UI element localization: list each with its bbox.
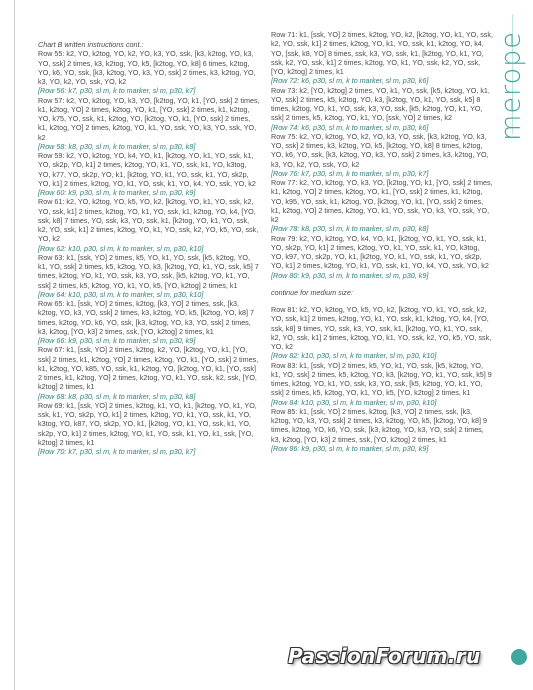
- wrong-side-row-note: [Row 60: k9, p30, sl m, k to marker, sl m, p30, k9]: [38, 188, 196, 197]
- page-marker-dot: [511, 649, 527, 665]
- section-heading: Chart B written instructions cont.:: [38, 40, 144, 49]
- wrong-side-row-note: [Row 78: k8, p30, sl m, k to marker, sl m, p30, k8]: [271, 224, 429, 234]
- row-instruction: Row 65: k1, [ssk, YO] 2 times, k2tog, [k3, YO] 2 times, ssk, [k3, k2tog, YO, k3, YO, ssk] 2 times, k3, k2tog, YO, k5, [k2tog, YO, k8] 7 times, k2tog, YO, k6, YO, ssk, [k3, k2tog, YO, k3, YO, ssk] 2 times, k3, k2tog, [YO, k3] 2 times, ssk, [YO, k2tog] 2 times, k1: [38, 299, 254, 336]
- spacer: [271, 280, 493, 288]
- row-instruction: Row 57: k2, YO, k2tog, YO, k3, YO, [k2tog, YO, k1, [YO, ssk] 2 times, k1, k2tog, YO] 2 times, k2tog, YO, k1, [YO, ssk] 2 times, k1, k2tog, YO, k75, YO, ssk, k1, k2tog, YO, [k2tog, YO, k1, [YO, ssk] 2 times, k1, k2tog, YO] 2 times, k2tog, YO, k1, YO, ssk, YO, k3, YO, ssk, YO, k2: [38, 95, 260, 142]
- watermark-text: PassionForum.ru: [288, 644, 481, 668]
- wrong-side-row-note: [Row 58: k8, p30, sl m, k to marker, sl m, p30, k8]: [38, 141, 196, 151]
- pattern-title-text: merope: [495, 31, 527, 141]
- row-instruction: Row 55: k2, YO, k2tog, YO, k2, YO, k3, YO, ssk, [k3, k2tog, YO, k3, YO, ssk] 2 times, k3, k2tog, YO, k5, [k2tog, YO, k8] 6 times, k2tog, YO, k6, YO, ssk, [k3, k2tog, YO, k3, YO, ssk] 2 times, k3, k2tog, YO, k3, YO, k2, YO, ssk, YO, k2: [38, 49, 256, 86]
- page-left-border: [14, 0, 15, 690]
- row-instruction: Row 67: k1, [ssk, YO] 2 times, k2tog, k2, YO, [k2tog, YO, k1, [YO, ssk] 2 times, k1, k2tog, YO] 2 times, k2tog, YO, k1, [YO, ssk] 2 times, k1, k2tog, YO, k85, YO, ssk, k1, k2tog, YO, [k2tog, YO, k1, [YO, ssk] 2 times, k1, k2tog, YO] 2 times, k2tog, YO, k1, YO, ssk, k2, ssk, [YO, k2tog] 2 times, k1: [38, 345, 259, 392]
- size-subheading: continue for medium size:: [271, 287, 353, 297]
- watermark: [288, 644, 504, 680]
- wrong-side-row-note: [Row 70: k7, p30, sl m, k to marker, sl m, p30, k7]: [38, 447, 196, 456]
- wrong-side-row-note: [Row 74: k6, p30, sl m, k to marker, sl m, p30, k6]: [271, 122, 429, 132]
- row-instruction: Row 77: k2, YO, k2tog, YO, k3, YO, [k2tog, YO, k1, [YO, ssk] 2 times, k1, k2tog, YO] 2 times, k2tog, YO, k1, [YO, ssk] 2 times, k1, k2tog, YO, k95, YO, ssk, k1, k2tog, YO, [k2tog, YO, k1, [YO, ssk] 2 times, k1, k2tog, YO] 2 times, k2tog, YO, k1, YO, ssk, YO, k3, YO, ssk, YO, k2: [271, 178, 493, 224]
- wrong-side-row-note: [Row 82: k10, p30, sl m, k to marker, sl m, p30, k10]: [271, 351, 437, 361]
- pattern-title: [493, 31, 529, 141]
- wrong-side-row-note: [Row 56: k7, p30, sl m, k to marker, sl m, p30, k7]: [38, 86, 196, 96]
- row-instruction: Row 59: k2, YO, k2tog, YO, k4, YO, k1, [k2tog, YO, k1, YO, ssk, k1, YO, sk2p, YO, k1] 2 times, k2tog, YO, k1, YO, ssk, k1, YO, k3tog, YO, k77, YO, sk2p, YO, k1, [k2tog, YO, k1, YO, ssk, k1, YO, sk2p, YO, k1] 2 times, k2tog, YO, k1, YO, ssk, k1, YO, k4, YO, ssk, YO, k2: [38, 151, 256, 188]
- row-instruction: Row 73: k2, [YO, k2tog] 2 times, YO, k1, YO, ssk, [k5, k2tog, YO, k1, YO, ssk] 2 times, k5, k2tog, YO, k3, [k2tog, YO, k1, YO, ssk, k5] 8 times, k2tog, YO, k1, YO, ssk, k3, YO, ssk, [k5, k2tog, YO, k1, YO, ssk] 2 times, k5, k2tog, YO, k1, YO, [ssk, YO] 2 times, k2: [271, 85, 490, 123]
- row-instruction: Row 81: k2, YO, k2tog, YO, k5, YO, k2, [k2tog, YO, k1, YO, ssk, k2, YO, ssk, k1] 2 times, k2tog, YO, k1, YO, ssk, k1, k2tog, YO, k4, [YO, ssk, k8] 9 times, YO, ssk, k3, YO, ssk, k1, [k2tog, YO, k1, YO, ssk, k2, YO, ssk, k1] 2 times, k2tog, YO, k1, YO, ssk, k2, YO, k5, YO, ssk, YO, k2: [271, 305, 492, 351]
- wrong-side-row-note: [Row 64: k10, p30, sl m, k to marker, sl m, p30, k10]: [38, 289, 204, 299]
- spacer: [271, 297, 493, 305]
- left-instructions: [38, 49, 260, 456]
- row-instruction: Row 63: k1, [ssk, YO] 2 times, k5, YO, k1, YO, ssk, [k5, k2tog, YO, k1, YO, ssk] 2 times, k5, k2tog, YO, k3, [k2tog, YO, k1, YO, ssk, k5] 7 times, k2tog, YO, k1, YO, ssk, k3, YO, ssk, [k5, k2tog, YO, k1, YO, ssk] 2 times, k5, k2tog, YO, k1, YO, k5, [YO, k2tog] 2 times, k1: [38, 252, 259, 290]
- row-instruction: Row 69: k1, [ssk, YO] 2 times, k2tog, k1, YO, k1, [k2tog, YO, k1, YO, ssk, k1, YO, sk2p, YO, k1] 2 times, k2tog, YO, k1, YO, ssk, k1, YO, k3tog, YO, k87, YO, sk2p, YO, k1, [k2tog, YO, k1, YO, ssk, k1, YO, sk2p, YO, k1] 2 times, k2tog, YO, k1, YO, ssk, k1, YO, k1, ssk, [YO, k2tog] 2 times, k1: [38, 400, 257, 447]
- row-instruction: Row 61: k2, YO, k2tog, YO, k5, YO, k2, [k2tog, YO, k1, YO, ssk, k2, YO, ssk, k1] 2 times, k2tog, YO, k1, YO, ssk, k1, k2tog, YO, k4, [YO, ssk, k8] 7 times, YO, ssk, k3, YO, ssk, k1, [k2tog, YO, k1, YO, ssk, k2, YO, ssk, k1] 2 times, k2tog, YO, k1, YO, ssk, k2, YO, k5, YO, ssk, YO, k2: [38, 197, 259, 244]
- left-column: [38, 40, 260, 456]
- row-instruction: Row 75: k2, YO, k2tog, YO, k2, YO, k3, YO, ssk, [k3, k2tog, YO, k3, YO, ssk] 2 times, k3, k2tog, YO, k5, [k2tog, YO, k8] 8 times, k2tog, YO, k6, YO, ssk, [k3, k2tog, YO, k3, YO, ssk] 2 times, k3, k2tog, YO, k3, YO, k2, YO, ssk, YO, k2: [271, 131, 489, 169]
- wrong-side-row-note: [Row 86: k9, p30, sl m, k to marker, sl m, p30, k9]: [271, 443, 429, 453]
- wrong-side-row-note: [Row 72: k6, p30, sl m, k to marker, sl m, p30, k6]: [271, 76, 429, 86]
- wrong-side-row-note: [Row 68: k8, p30, sl m, k to marker, sl m, p30, k8]: [38, 391, 196, 401]
- wrong-side-row-note: [Row 62: k10, p30, sl m, k to marker, sl m, p30, k10]: [38, 243, 204, 253]
- right-instructions: [271, 30, 493, 453]
- row-instruction: Row 85: k1, [ssk, YO] 2 times, k2tog, [k3, YO] 2 times, ssk, [k3, k2tog, YO, k3, YO, ssk] 2 times, k3, k2tog, YO, k5, [k2tog, YO, k8] 9 times, k2tog, YO, k6, YO, ssk, [k3, k2tog, YO, k3, YO, ssk] 2 times, k3, k2tog, [YO, k3] 2 times, ssk, [YO, k2tog] 2 times, k1: [271, 406, 487, 444]
- row-instruction: Row 83: k1, [ssk, YO] 2 times, k5, YO, k1, YO, ssk, [k5, k2tog, YO, k1, YO, ssk] 2 times, k5, k2tog, YO, k3, [k2tog, YO, k1, YO, ssk, k5] 9 times, k2tog, YO, k1, YO, ssk, k3, YO, ssk, [k5, k2tog, YO, k1, YO, ssk] 2 times, k5, k2tog, YO, k1, YO, k5, [YO, k2tog] 2 times, k1: [271, 360, 492, 398]
- wrong-side-row-note: [Row 66: k9, p30, sl m, k to marker, sl m, p30, k9]: [38, 336, 196, 345]
- right-column: [271, 30, 493, 453]
- wrong-side-row-note: [Row 84: k10, p30, sl m, k to marker, sl m, p30, k10]: [271, 397, 437, 407]
- wrong-side-row-note: [Row 76: k7, p30, sl m, k to marker, sl m, p30, k7]: [271, 168, 429, 178]
- row-instruction: Row 71: k1, [ssk, YO] 2 times, k2tog, YO, k2, [k2tog, YO, k1, YO, ssk, k2, YO, ssk, k1] 2 times, k2tog, YO, k1, YO, ssk, k1, k2tog, YO, k4, YO, [ssk, k8, YO] 8 times, ssk, k3, YO, ssk, k1, [k2tog, YO, k1, YO, ssk, k2, YO, ssk, k1] 2 times, k2tog, YO, k1, YO, ssk, k2, YO, ssk, [YO, k2tog] 2 times, k1: [271, 30, 493, 76]
- wrong-side-row-note: [Row 80: k9, p30, sl m, k to marker, sl m, p30, k9]: [271, 270, 429, 280]
- row-instruction: Row 79: k2, YO, k2tog, YO, k4, YO, k1, [k2tog, YO, k1, YO, ssk, k1, YO, sk2p, YO, k1] 2 times, k2tog, YO, k1, YO, ssk, k1, YO, k3tog, YO, k97, YO, sk2p, YO, k1, [k2tog, YO, k1, YO, ssk, k1, YO, sk2p, YO, k1] 2 times, k2tog, YO, k1, YO, ssk, k1, YO, k4, YO, ssk, YO, k2: [271, 233, 489, 271]
